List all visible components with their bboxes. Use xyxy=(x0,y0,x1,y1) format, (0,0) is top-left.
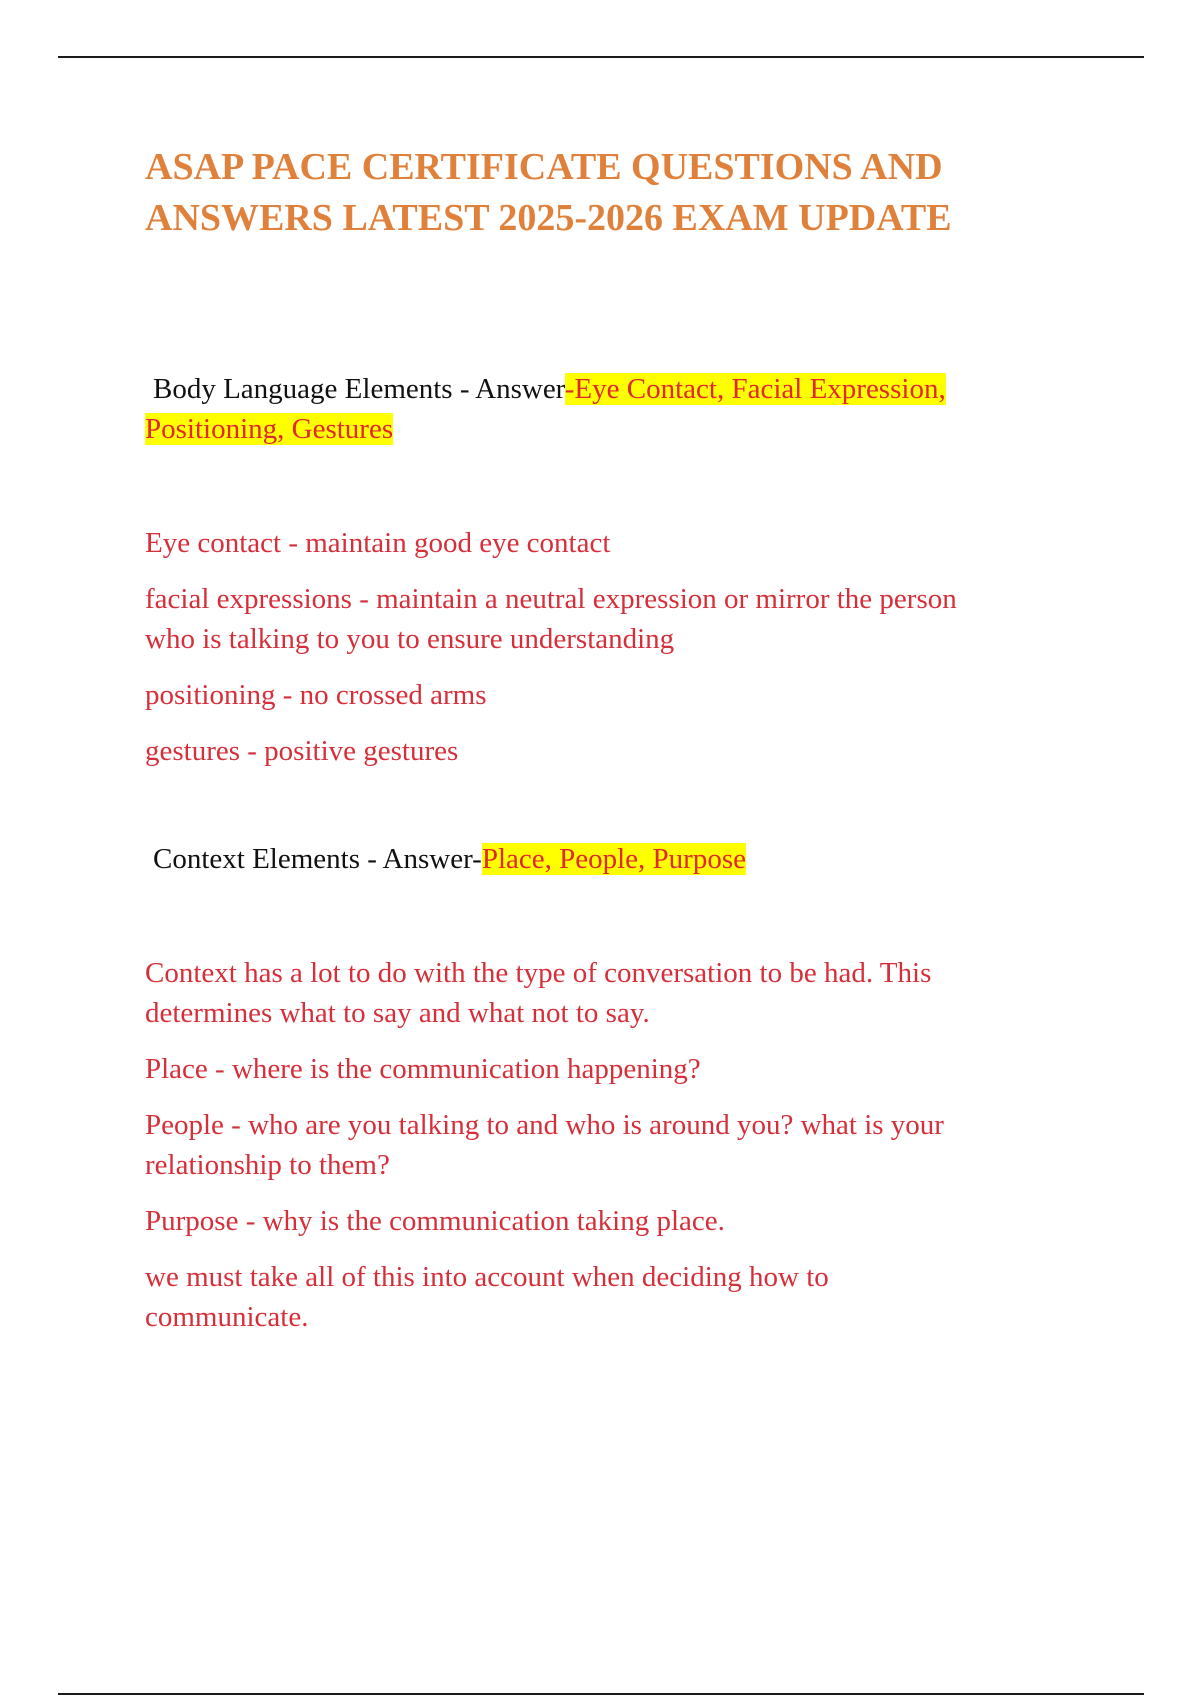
note-line: we must take all of this into account when deciding how to xyxy=(145,1261,829,1293)
answer-highlight: -Eye Contact, Facial Expression, xyxy=(564,373,946,405)
question-line xyxy=(145,409,1085,449)
note-paragraph xyxy=(145,1049,1085,1089)
document-body xyxy=(145,142,1085,1353)
note-paragraph xyxy=(145,579,1085,659)
note-line: determines what to say and what not to say. xyxy=(145,997,650,1029)
note-line: facial expressions - maintain a neutral expression or mirror the person xyxy=(145,583,957,615)
note-line: relationship to them? xyxy=(145,1149,390,1181)
note-line: Context has a lot to do with the type of conversation to be had. This xyxy=(145,957,932,989)
title-line: ANSWERS LATEST 2025-2026 EXAM UPDATE xyxy=(145,197,952,239)
question-body-language xyxy=(145,369,1085,449)
note-line: communicate. xyxy=(145,1301,309,1333)
note-line: gestures - positive gestures xyxy=(145,735,459,767)
bottom-rule xyxy=(58,1693,1144,1695)
note-line: People - who are you talking to and who is around you? what is your xyxy=(145,1109,944,1141)
document-title xyxy=(145,142,1085,244)
note-paragraph xyxy=(145,1105,1085,1185)
note-line: who is talking to you to ensure understanding xyxy=(145,623,675,655)
note-paragraph xyxy=(145,523,1085,563)
note-paragraph xyxy=(145,675,1085,715)
question-label: Context Elements - Answer- xyxy=(153,843,482,875)
note-line: Eye contact - maintain good eye contact xyxy=(145,527,611,559)
notes-context xyxy=(145,953,1085,1337)
answer-highlight: Place, People, Purpose xyxy=(481,843,746,875)
question-line xyxy=(145,369,1085,409)
note-paragraph xyxy=(145,731,1085,771)
note-line: Purpose - why is the communication taking place. xyxy=(145,1205,725,1237)
title-line: ASAP PACE CERTIFICATE QUESTIONS AND xyxy=(145,146,943,188)
note-paragraph xyxy=(145,1201,1085,1241)
notes-body-language xyxy=(145,523,1085,771)
note-paragraph xyxy=(145,1257,1085,1337)
question-context xyxy=(145,839,1085,879)
note-line: Place - where is the communication happening? xyxy=(145,1053,701,1085)
note-paragraph xyxy=(145,953,1085,1033)
question-line xyxy=(145,839,1085,879)
top-rule xyxy=(58,56,1144,58)
note-line: positioning - no crossed arms xyxy=(145,679,487,711)
question-label: Body Language Elements - Answer xyxy=(153,373,565,405)
answer-highlight: Positioning, Gestures xyxy=(145,413,394,445)
